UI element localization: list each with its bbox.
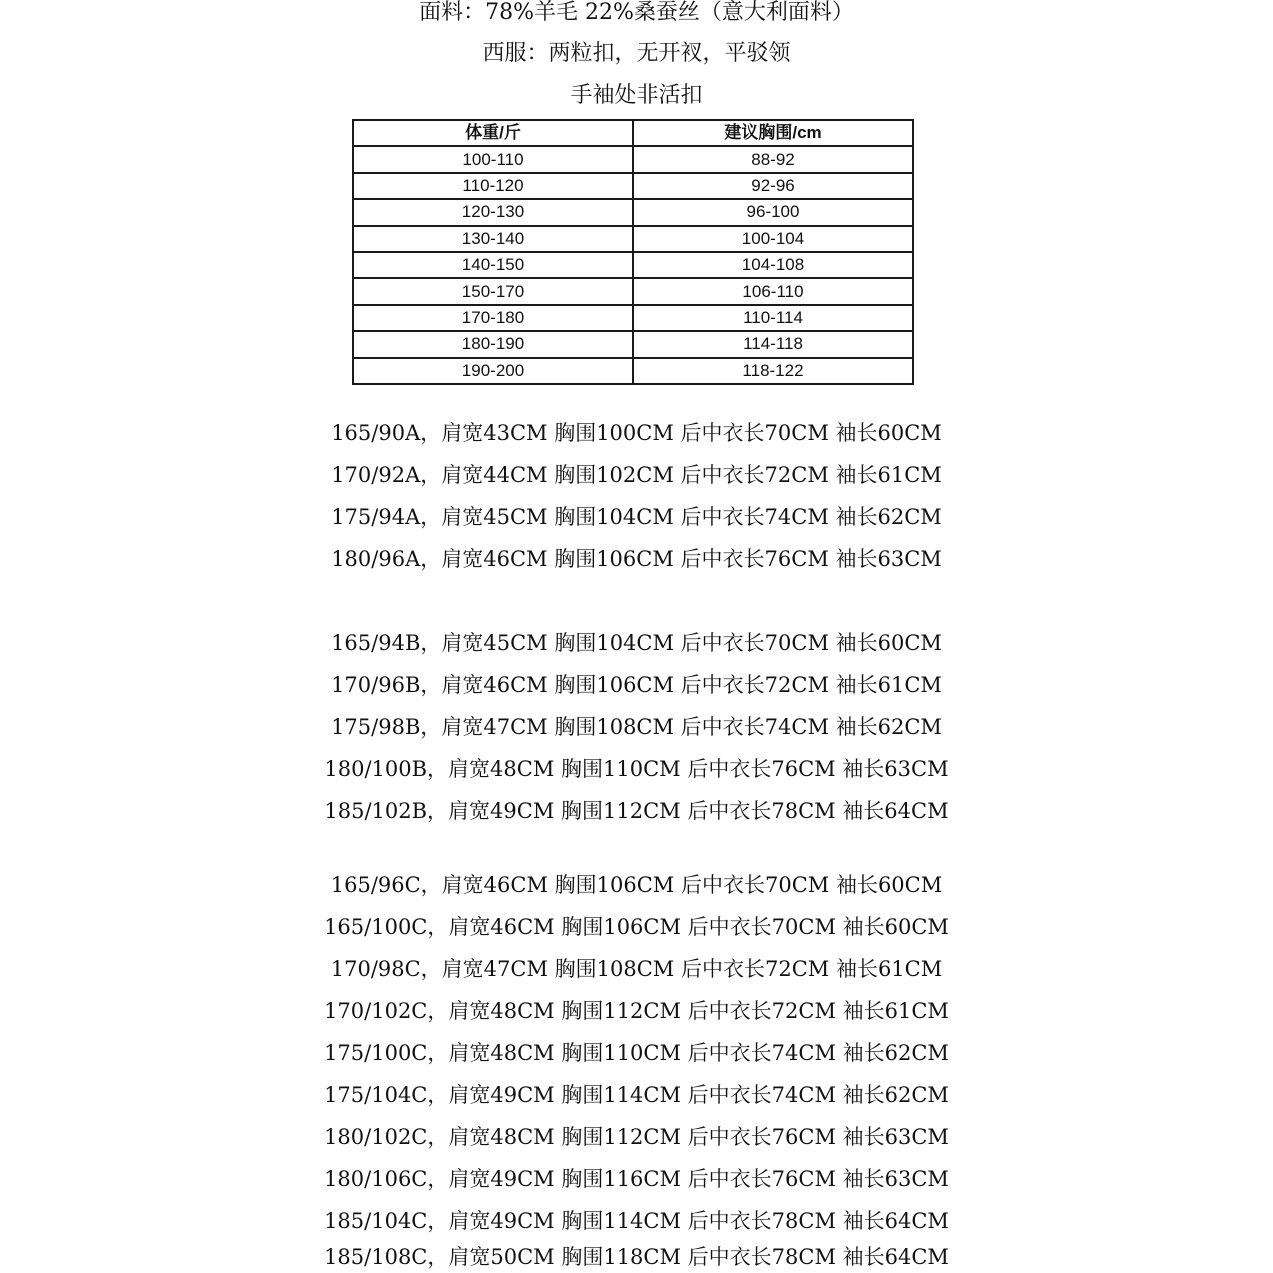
size-spec-line: 175/104C，肩宽49CM 胸围114CM 后中衣长74CM 袖长62CM [324, 1083, 949, 1107]
weight-cell: 140-150 [353, 252, 633, 278]
size-spec-line: 165/90A，肩宽43CM 胸围100CM 后中衣长70CM 袖长60CM [331, 421, 942, 445]
weight-cell: 100-110 [353, 146, 633, 172]
table-row [353, 226, 913, 252]
sleeve-note: 手袖处非活扣 [570, 83, 703, 108]
size-spec-line: 170/98C，肩宽47CM 胸围108CM 后中衣长72CM 袖长61CM [330, 957, 943, 981]
chest-cell: 106-110 [633, 278, 913, 304]
table-row [353, 358, 913, 384]
size-spec-line: 170/102C，肩宽48CM 胸围112CM 后中衣长72CM 袖长61CM [324, 999, 949, 1023]
weight-cell: 180-190 [353, 331, 633, 357]
table-header-row [353, 120, 913, 146]
size-spec-line: 185/108C，肩宽50CM 胸围118CM 后中衣长78CM 袖长64CM [324, 1245, 949, 1269]
header-chest: 建议胸围/cm [633, 120, 913, 146]
chest-cell: 96-100 [633, 199, 913, 225]
size-spec-line: 180/106C，肩宽49CM 胸围116CM 后中衣长76CM 袖长63CM [324, 1167, 949, 1191]
weight-cell: 190-200 [353, 358, 633, 384]
header-weight: 体重/斤 [353, 120, 633, 146]
style-line: 西服：两粒扣，无开衩，平驳领 [482, 41, 791, 66]
table-row [353, 305, 913, 331]
size-spec-line: 170/92A，肩宽44CM 胸围102CM 后中衣长72CM 袖长61CM [331, 463, 942, 487]
table-row [353, 252, 913, 278]
table-row [353, 199, 913, 225]
size-spec-line: 185/102B，肩宽49CM 胸围112CM 后中衣长78CM 袖长64CM [324, 799, 949, 823]
size-spec-line: 175/98B，肩宽47CM 胸围108CM 后中衣长74CM 袖长62CM [331, 715, 942, 739]
size-spec-line: 165/96C，肩宽46CM 胸围106CM 后中衣长70CM 袖长60CM [330, 873, 943, 897]
size-spec-line: 175/100C，肩宽48CM 胸围110CM 后中衣长74CM 袖长62CM [324, 1041, 949, 1065]
table-row [353, 331, 913, 357]
table-row [353, 173, 913, 199]
chest-cell: 118-122 [633, 358, 913, 384]
weight-chest-size-table [352, 119, 914, 385]
table-row [353, 146, 913, 172]
weight-cell: 150-170 [353, 278, 633, 304]
chest-cell: 88-92 [633, 146, 913, 172]
table-row [353, 278, 913, 304]
chest-cell: 92-96 [633, 173, 913, 199]
fabric-line: 面料：78%羊毛 22%桑蚕丝（意大利面料） [419, 0, 854, 25]
size-spec-line: 165/100C，肩宽46CM 胸围106CM 后中衣长70CM 袖长60CM [324, 915, 949, 939]
chest-cell: 104-108 [633, 252, 913, 278]
chest-cell: 110-114 [633, 305, 913, 331]
chest-cell: 100-104 [633, 226, 913, 252]
size-spec-line: 170/96B，肩宽46CM 胸围106CM 后中衣长72CM 袖长61CM [331, 673, 942, 697]
weight-cell: 130-140 [353, 226, 633, 252]
size-spec-line: 175/94A，肩宽45CM 胸围104CM 后中衣长74CM 袖长62CM [331, 505, 942, 529]
size-spec-line: 185/104C，肩宽49CM 胸围114CM 后中衣长78CM 袖长64CM [324, 1209, 949, 1233]
weight-cell: 170-180 [353, 305, 633, 331]
size-spec-line: 180/96A，肩宽46CM 胸围106CM 后中衣长76CM 袖长63CM [331, 547, 942, 571]
weight-cell: 110-120 [353, 173, 633, 199]
size-spec-line: 165/94B，肩宽45CM 胸围104CM 后中衣长70CM 袖长60CM [331, 631, 942, 655]
size-spec-line: 180/100B，肩宽48CM 胸围110CM 后中衣长76CM 袖长63CM [324, 757, 949, 781]
weight-cell: 120-130 [353, 199, 633, 225]
chest-cell: 114-118 [633, 331, 913, 357]
size-spec-line: 180/102C，肩宽48CM 胸围112CM 后中衣长76CM 袖长63CM [324, 1125, 949, 1149]
